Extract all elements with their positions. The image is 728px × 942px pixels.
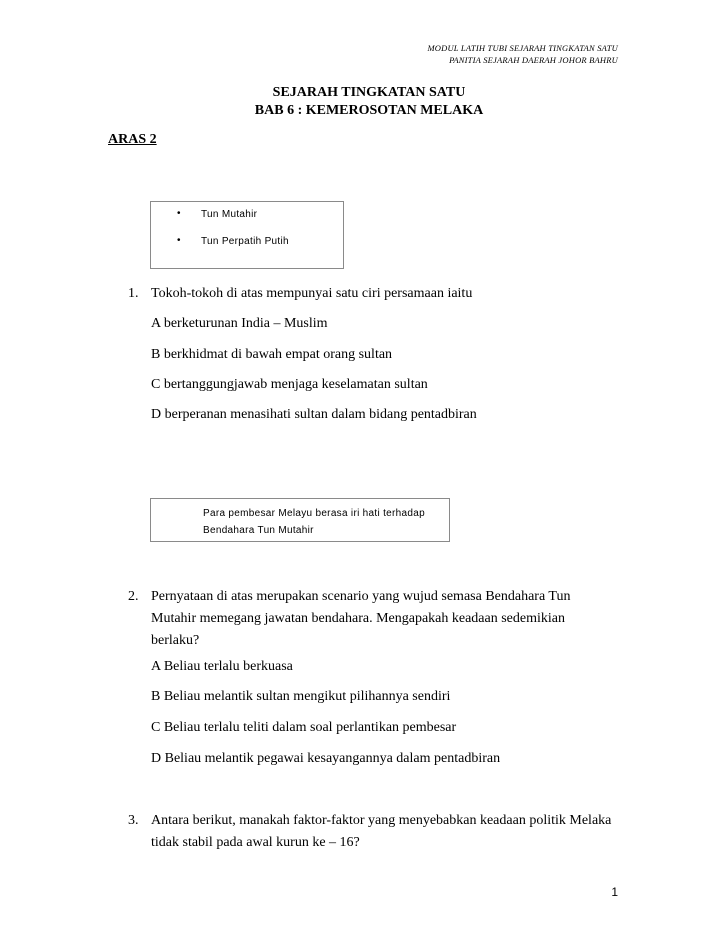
question-3-number: 3. xyxy=(128,813,139,828)
stimulus-item: Tun Perpatih Putih xyxy=(201,236,289,247)
page-number: 1 xyxy=(611,885,618,899)
document-header xyxy=(428,42,618,66)
question-3-line-2: tidak stabil pada awal kurun ke – 16? xyxy=(151,835,360,850)
document-title xyxy=(0,84,728,120)
title-line-1: SEJARAH TINGKATAN SATU xyxy=(272,85,466,100)
question-3-line-1: Antara berikut, manakah faktor-faktor yang menyebabkan keadaan politik Melaka xyxy=(151,813,612,828)
stimulus-line-2: Bendahara Tun Mutahir xyxy=(203,525,314,536)
stimulus-text xyxy=(203,505,425,539)
bullet-icon: • xyxy=(177,235,181,246)
question-1-option-c: C bertanggungjawab menjaga keselamatan sultan xyxy=(151,377,428,392)
section-heading: ARAS 2 xyxy=(108,132,157,147)
stimulus-line-1: Para pembesar Melayu berasa iri hati terhadap xyxy=(203,508,425,519)
question-2-option-c: C Beliau terlalu teliti dalam soal perlantikan pembesar xyxy=(151,720,457,735)
header-line-2: PANITIA SEJARAH DAERAH JOHOR BAHRU xyxy=(449,55,618,65)
question-2-text xyxy=(151,586,571,652)
stimulus-box-2 xyxy=(150,498,450,542)
question-1-option-b: B berkhidmat di bawah empat orang sultan xyxy=(151,347,393,362)
question-2-line-1: Pernyataan di atas merupakan scenario yang wujud semasa Bendahara Tun xyxy=(151,589,571,604)
stimulus-item: Tun Mutahir xyxy=(201,209,258,220)
question-2-number: 2. xyxy=(128,589,139,604)
stimulus-box-1 xyxy=(150,201,344,269)
question-1-text: Tokoh-tokoh di atas mempunyai satu ciri persamaan iaitu xyxy=(151,286,473,301)
question-3-text xyxy=(151,810,611,854)
question-2-line-2: Mutahir memegang jawatan bendahara. Mengapakah keadaan sedemikian xyxy=(151,611,565,626)
bullet-icon: • xyxy=(177,208,181,219)
title-line-2: BAB 6 : KEMEROSOTAN MELAKA xyxy=(254,103,484,118)
question-2-option-d: D Beliau melantik pegawai kesayangannya dalam pentadbiran xyxy=(151,751,501,766)
header-line-1: MODUL LATIH TUBI SEJARAH TINGKATAN SATU xyxy=(427,43,618,53)
question-2-line-3: berlaku? xyxy=(151,633,200,648)
question-1-number: 1. xyxy=(128,286,139,301)
question-1-option-a: A berketurunan India – Muslim xyxy=(151,316,328,331)
question-2-option-a: A Beliau terlalu berkuasa xyxy=(151,659,293,674)
question-2-option-b: B Beliau melantik sultan mengikut pilihannya sendiri xyxy=(151,689,451,704)
question-1-option-d: D berperanan menasihati sultan dalam bidang pentadbiran xyxy=(151,407,477,422)
